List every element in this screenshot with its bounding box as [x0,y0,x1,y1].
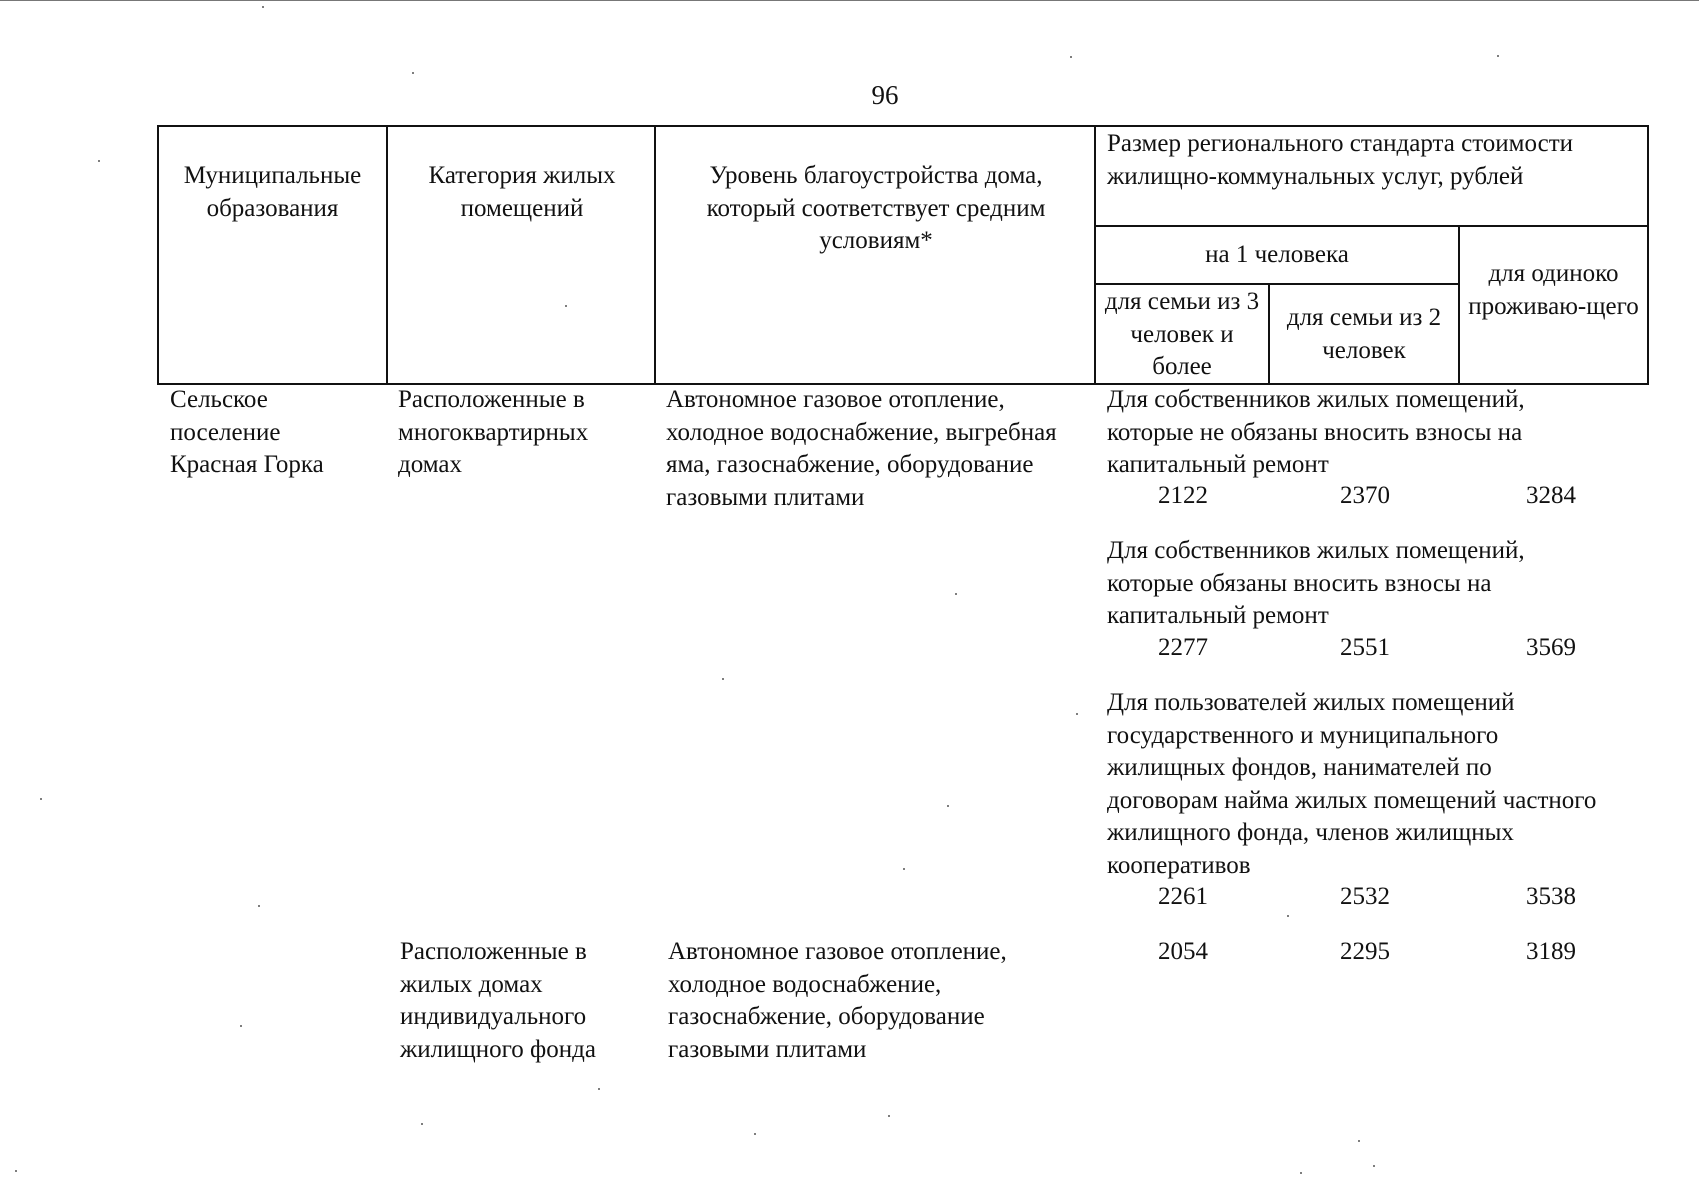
scan-speck [262,6,264,8]
scan-speck [565,305,567,307]
row1-group3-family3: 2261 [1158,883,1208,910]
row2-family2: 2295 [1340,938,1390,965]
header-cell-standard [1094,125,1649,227]
header-category-text: Категория жилых помещений [428,162,616,222]
row1-group1-note: Для собственников жилых помещений, которые не обязаны вносить взносы на капитальный ремонт [1107,386,1525,478]
header-municipality-text: Муниципальные образования [183,162,362,222]
header-family2-text: для семьи из 2 человек [1286,304,1442,364]
scan-speck [1373,1165,1375,1167]
row2-family3: 2054 [1158,938,1208,965]
scan-speck [98,160,100,162]
header-cell-single [1458,225,1649,385]
row1-group1-single: 3284 [1526,482,1576,509]
scan-speck [1287,915,1289,917]
scan-speck [722,678,724,680]
row2-single: 3189 [1526,938,1576,965]
header-standard-text: Размер регионального стандарта стоимости жилищно-коммунальных услуг, рублей [1107,130,1574,190]
row2-category: Расположенные в жилых домах индивидуального жилищного фонда [400,938,596,1063]
scan-speck [412,72,414,74]
row1-group2-single: 3569 [1526,634,1576,661]
scan-speck [1300,1172,1302,1174]
header-per-person-text: на 1 человека [1205,241,1349,268]
scan-speck [15,1170,17,1172]
scan-speck [1076,713,1078,715]
scan-speck [240,1025,242,1027]
scan-speck [598,1088,600,1090]
header-family3-text: для семьи из 3 человек и более [1104,288,1260,380]
header-cell-category [386,125,656,385]
row1-category: Расположенные в многоквартирных домах [398,386,589,478]
header-level-text: Уровень благоустройства дома, который соответствует средним условиям* [706,162,1046,254]
scan-speck [1497,55,1499,57]
row1-group3-family2: 2532 [1340,883,1390,910]
scan-speck [1358,1140,1360,1142]
page-number: 96 [871,80,899,110]
row1-group2-note: Для собственников жилых помещений, которые обязаны вносить взносы на капитальный ремонт [1107,537,1525,629]
row1-group2-family2: 2551 [1340,634,1390,661]
header-cell-level [654,125,1096,385]
scan-speck [421,1123,423,1125]
scan-speck [955,593,957,595]
header-cell-family2 [1268,283,1460,385]
scan-speck [1070,56,1072,58]
header-cell-family3 [1094,283,1270,385]
scan-speck [947,805,949,807]
header-cell-per-person [1094,225,1460,285]
row1-group3-single: 3538 [1526,883,1576,910]
scan-speck [258,905,260,907]
header-cell-municipality [157,125,388,385]
row1-group1-family3: 2122 [1158,482,1208,509]
row1-municipality: Сельское поселение Красная Горка [170,386,324,478]
row1-group2-family3: 2277 [1158,634,1208,661]
row2-level: Автономное газовое отопление, холодное водоснабжение, газоснабжение, оборудование газовыми плитами [668,938,1007,1063]
row1-group1-family2: 2370 [1340,482,1390,509]
scan-speck [903,868,905,870]
scan-speck [40,798,42,800]
row1-level: Автономное газовое отопление, холодное водоснабжение, выгребная яма, газоснабжение, оборудование газовыми плитами [666,386,1057,511]
scan-speck [888,1115,890,1117]
top-edge-rule [0,0,1699,1]
header-single-text: для одиноко проживаю-щего [1468,260,1639,320]
scan-speck [754,1133,756,1135]
row1-group3-note: Для пользователей жилых помещений государственного и муниципального жилищных фондов, нанимателей по договорам найма жилых помещений частного жилищного фонда, членов жилищных кооперативов [1107,689,1597,879]
